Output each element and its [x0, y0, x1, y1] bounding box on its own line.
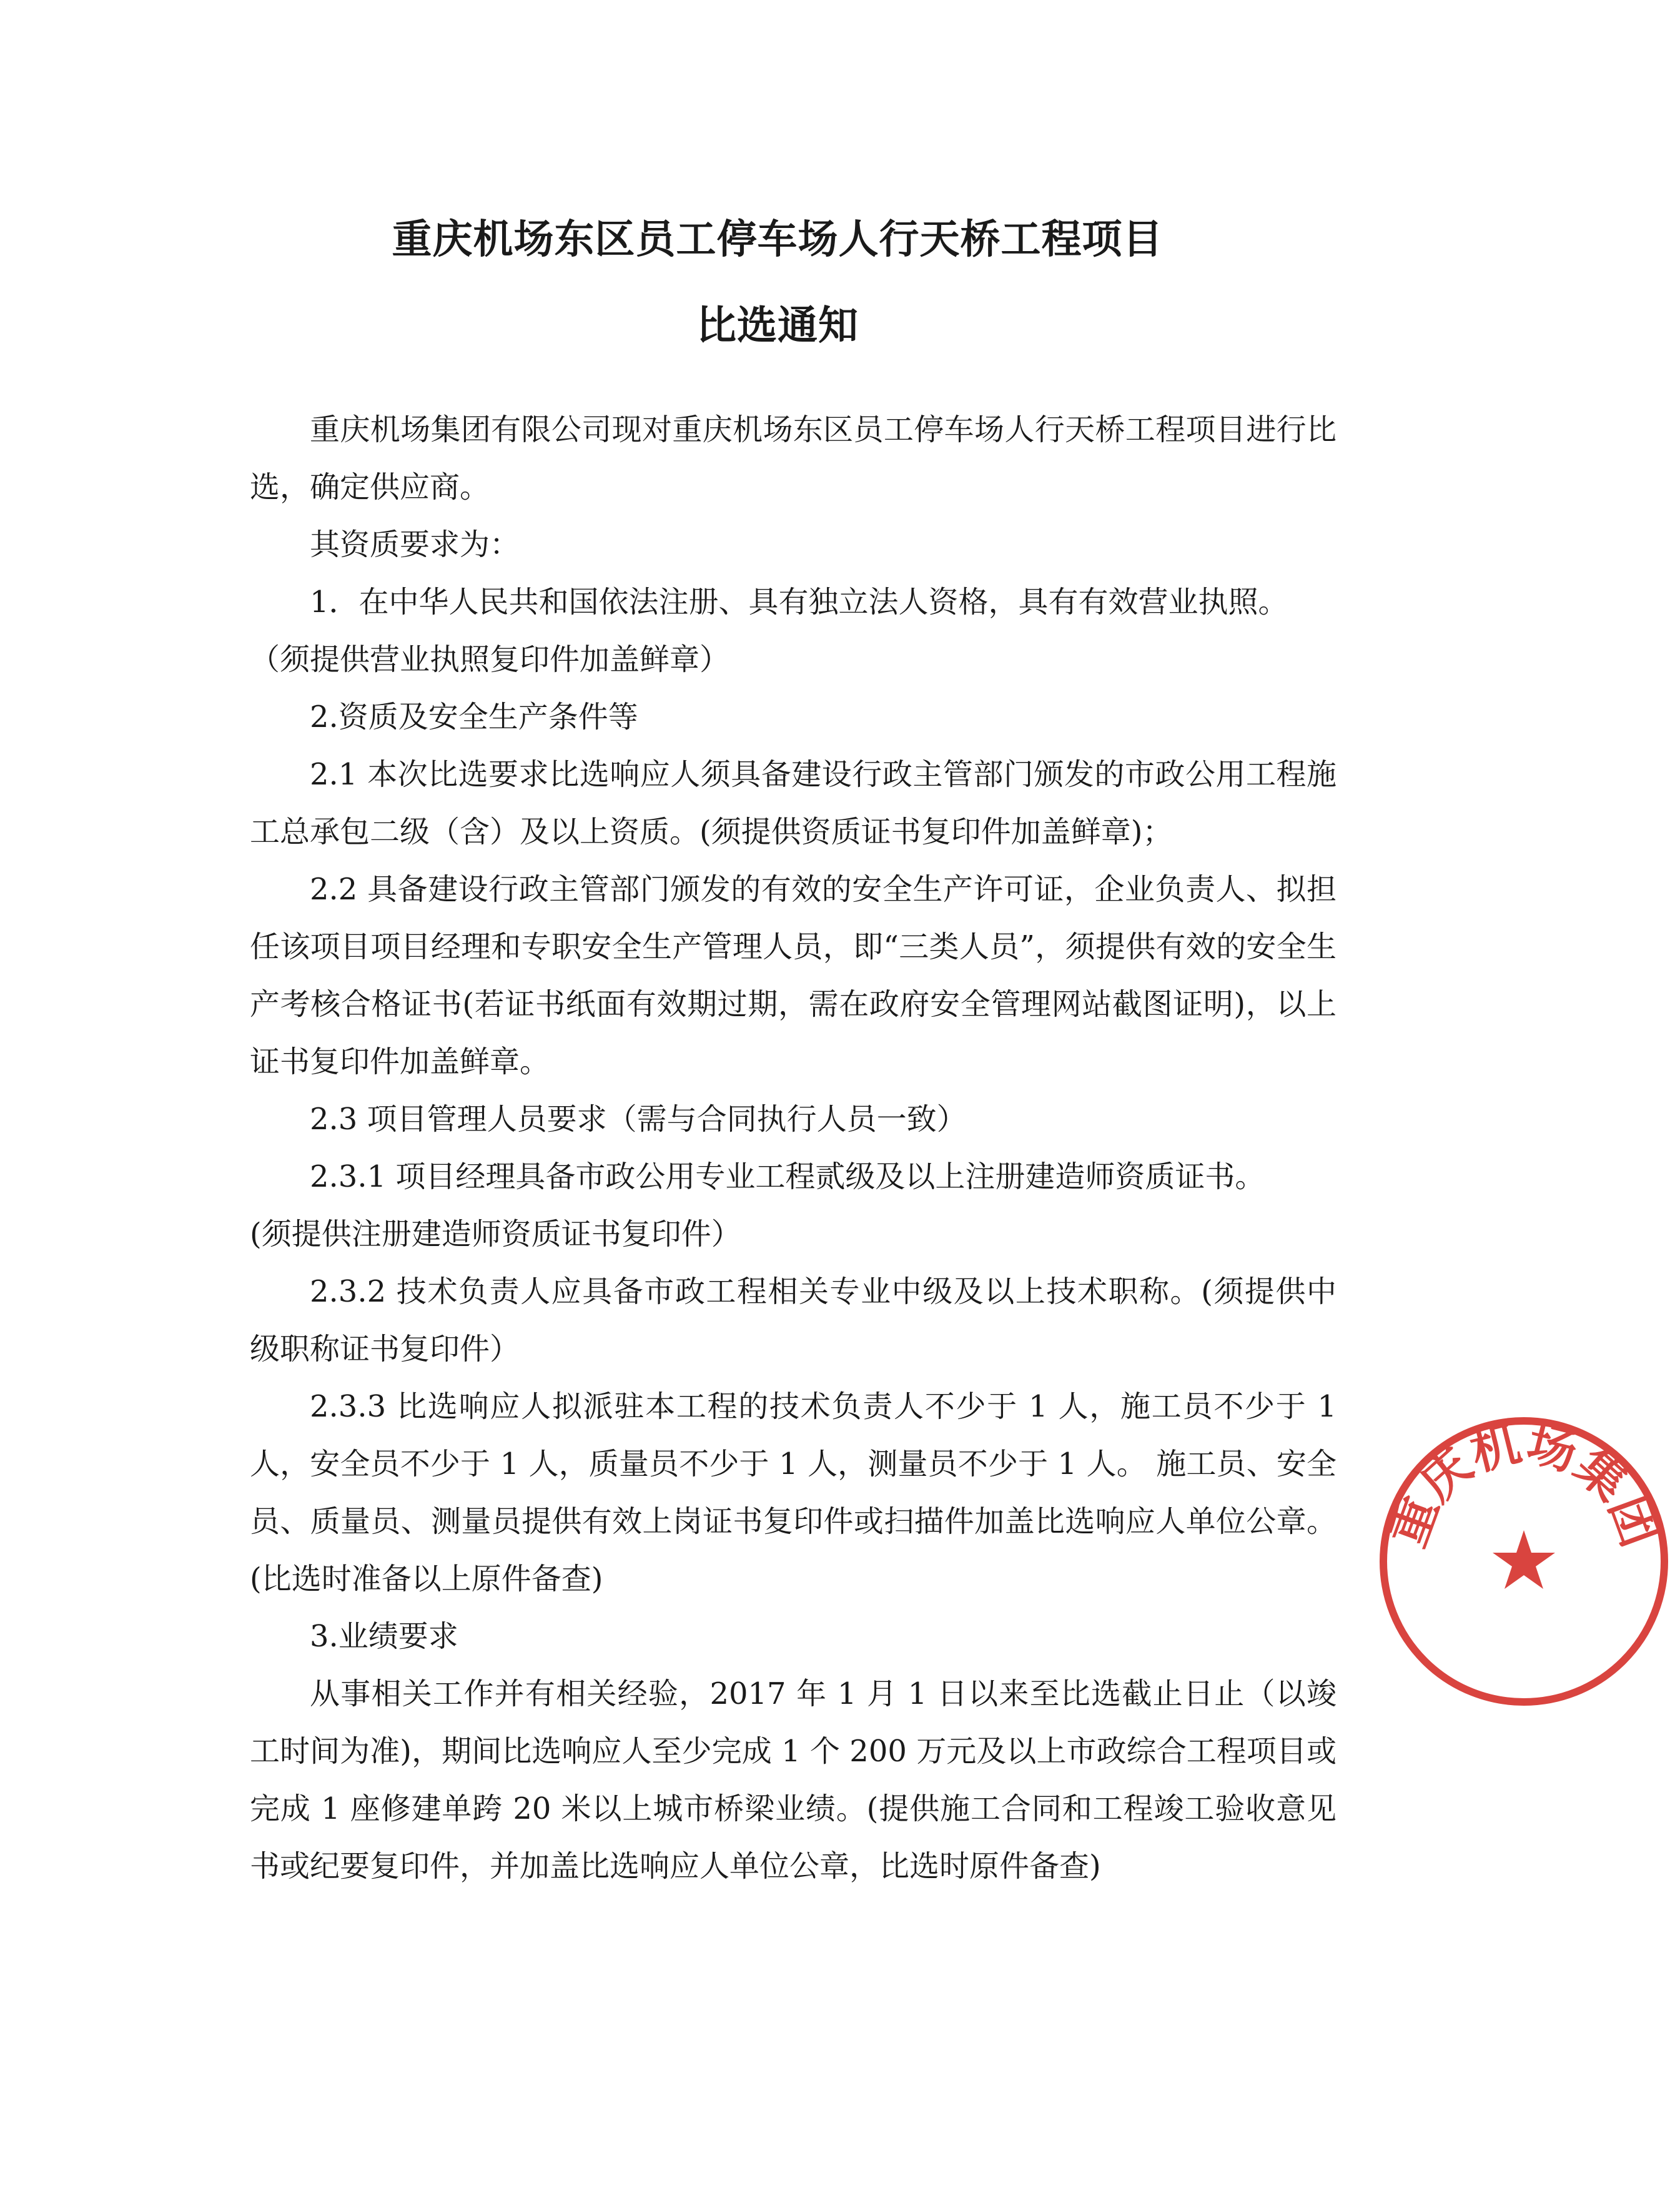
seal-text: 重庆机场集团 — [1380, 1415, 1668, 1555]
requirement-2-2: 2.2 具备建设行政主管部门颁发的有效的安全生产许可证，企业负责人、拟担任该项目项目经理和专职安全生产管理人员，即“三类人员”，须提供有效的安全生产考核合格证书(若证书纸面有效期过期，需在政府安全管理网站截图证明)，以上证书复印件加盖鲜章。 — [250, 872, 1337, 1079]
requirement-2-1: 2.1 本次比选要求比选响应人须具备建设行政主管部门颁发的市政公用工程施工总承包二级（含）及以上资质。(须提供资质证书复印件加盖鲜章)； — [250, 757, 1337, 849]
requirement-2-heading: 2.资质及安全生产条件等 — [310, 700, 638, 734]
requirement-2-3-3: 2.3.3 比选响应人拟派驻本工程的技术负责人不少于 1 人，施工员不少于 1 人，安全员不少于 1 人，质量员不少于 1 人，测量员不少于 1 人。 施工员、安全员、质量员、测量员提供有效上岗证书复印件或扫描件加盖比选响应人单位公章。(比选时准备以上原件备查) — [250, 1389, 1337, 1596]
document-body — [250, 401, 1337, 1895]
intro-paragraph: 重庆机场集团有限公司现对重庆机场东区员工停车场人行天桥工程项目进行比选，确定供应商。 — [250, 412, 1337, 505]
requirement-3-heading: 3.业绩要求 — [310, 1619, 458, 1654]
document-subtitle: 比选通知 — [696, 303, 859, 349]
requirement-2-3-1: 2.3.1 项目经理具备市政公用专业工程贰级及以上注册建造师资质证书。 — [310, 1159, 1265, 1194]
requirement-3-body: 从事相关工作并有相关经验，2017 年 1 月 1 日以来至比选截止日止（以竣工时间为准)，期间比选响应人至少完成 1 个 200 万元及以上市政综合工程项目或完成 1 座修建单跨 20 米以上城市桥梁业绩。(提供施工合同和工程竣工验收意见书或纪要复印件，并加盖比选响应人单位公章，比选时原件备查) — [250, 1676, 1337, 1884]
document-title: 重庆机场东区员工停车场人行天桥工程项目 — [392, 217, 1164, 263]
requirement-2-3-2: 2.3.2 技术负责人应具备市政工程相关专业中级及以上技术职称。(须提供中级职称证书复印件） — [250, 1274, 1337, 1367]
company-seal — [1368, 1405, 1680, 1718]
qualification-heading: 其资质要求为： — [310, 527, 520, 562]
requirement-1: 1．在中华人民共和国依法注册、具有独立法人资格，具有有效营业执照。 — [310, 585, 1288, 620]
requirement-2-3-1-note: (须提供注册建造师资质证书复印件） — [250, 1217, 741, 1252]
requirement-2-3-heading: 2.3 项目管理人员要求（需与合同执行人员一致） — [310, 1102, 967, 1137]
requirement-1-note: （须提供营业执照复印件加盖鲜章） — [250, 642, 730, 677]
star-icon — [1493, 1530, 1555, 1589]
